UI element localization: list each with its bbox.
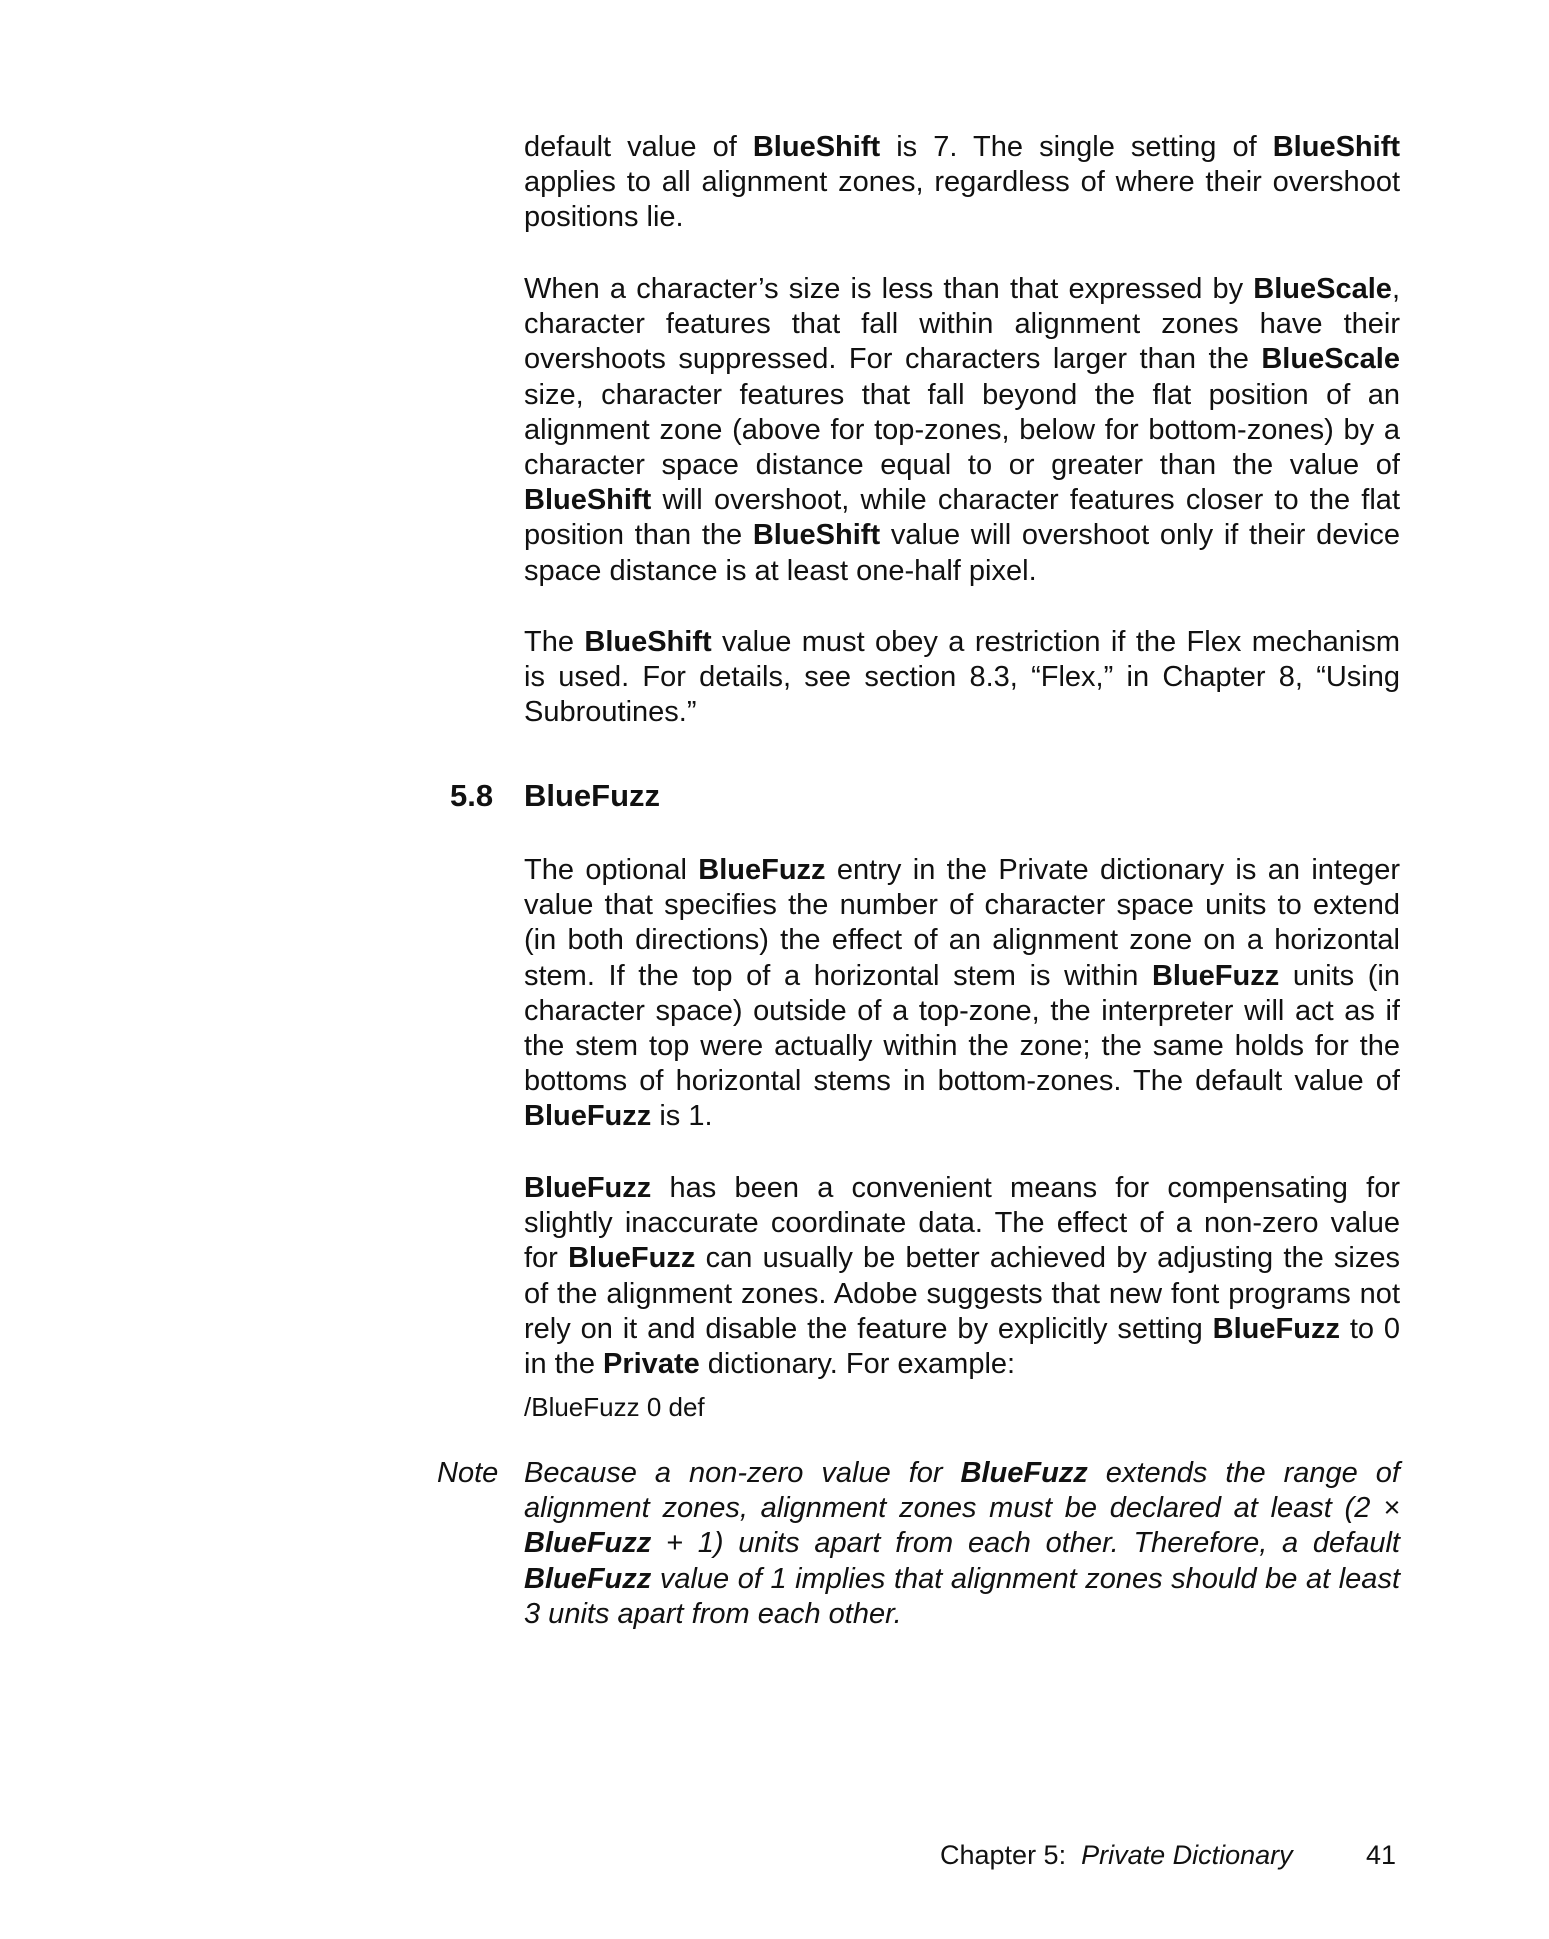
paragraph-bluescale-overshoot: When a character’s size is less than that expressed by BlueScale, character features that fall within alignment zones have their overshoots suppressed. For characters larger than the BlueScale size, character features that fall beyond the flat position of an alignment zone (above for top-zones, below for bottom-zones) by a character space distance equal to or greater than the value of BlueShift will overshoot, while character features closer to the flat position than the BlueShift value will overshoot only if their device space distance is at least one-half pixel. <box>524 273 1400 587</box>
keyword-bold: BlueScale <box>1253 273 1392 305</box>
paragraph-bluefuzz-advice: BlueFuzz has been a convenient means for compensating for slightly inaccurate coordinate data. The effect of a non-zero value for BlueFuzz can usually be better achieved by adjusting the sizes of the alignment zones. Adobe suggests that new font programs not rely on it and disable the feature by explicitly setting BlueFuzz to 0 in the Private dictionary. For example: <box>524 1172 1401 1381</box>
keyword-bold: BlueFuzz <box>1212 1312 1340 1345</box>
section-title: BlueFuzz <box>524 778 661 813</box>
code-example: /BlueFuzz 0 def <box>524 1392 705 1422</box>
note-label: Note <box>437 1457 499 1489</box>
footer-chapter <box>940 1838 1293 1872</box>
keyword-bold: BlueShift <box>584 626 712 658</box>
section-number: 5.8 <box>450 778 494 813</box>
keyword-bold: BlueFuzz <box>524 1527 652 1560</box>
page-number: 41 <box>1366 1840 1397 1870</box>
footer-chapter-title: Private Dictionary <box>1081 1840 1293 1870</box>
keyword-bold: BlueFuzz <box>524 1100 652 1133</box>
keyword-bold: BlueFuzz <box>960 1457 1088 1489</box>
keyword-bold: BlueFuzz <box>568 1242 696 1275</box>
keyword-bold: BlueScale <box>1261 343 1400 376</box>
paragraph-bluefuzz-definition: The optional BlueFuzz entry in the Private dictionary is an integer value that specifies the number of character space units to extend (in both directions) the effect of an alignment zone on a horizontal stem. If the top of a horizontal stem is within BlueFuzz units (in character space) outside of a top-zone, the interpreter will act as if the stem top were actually within the zone; the same holds for the bottoms of horizontal stems in bottom-zones. The default value of BlueFuzz is 1. <box>524 854 1401 1133</box>
section-heading <box>450 778 660 814</box>
keyword-bold: Private <box>603 1348 700 1381</box>
footer-chapter-label: Chapter 5: <box>940 1840 1067 1870</box>
keyword-bold: BlueShift <box>1272 131 1401 163</box>
note-text: Because a non-zero value for BlueFuzz extends the range of alignment zones, alignment zones must be declared at least (2 × BlueFuzz + 1) units apart from each other. Therefore, a default BlueFuzz value of 1 implies that alignment zones should be at least 3 units apart from each other. <box>524 1457 1400 1630</box>
paragraph-flex-restriction: The BlueShift value must obey a restriction if the Flex mechanism is used. For details, see section 8.3, “Flex,” in Chapter 8, “Using Subroutines.” <box>524 626 1400 729</box>
paragraph-blueshift-default: default value of BlueShift is 7. The single setting of BlueShift applies to all alignment zones, regardless of where their overshoot positions lie. <box>524 131 1401 234</box>
keyword-bold: BlueFuzz <box>698 854 826 886</box>
keyword-bold: BlueFuzz <box>524 1562 652 1595</box>
keyword-bold: BlueShift <box>752 519 881 552</box>
keyword-bold: BlueFuzz <box>1151 959 1280 992</box>
keyword-bold: BlueShift <box>524 484 652 517</box>
keyword-bold: BlueFuzz <box>524 1172 652 1204</box>
keyword-bold: BlueShift <box>752 131 881 163</box>
